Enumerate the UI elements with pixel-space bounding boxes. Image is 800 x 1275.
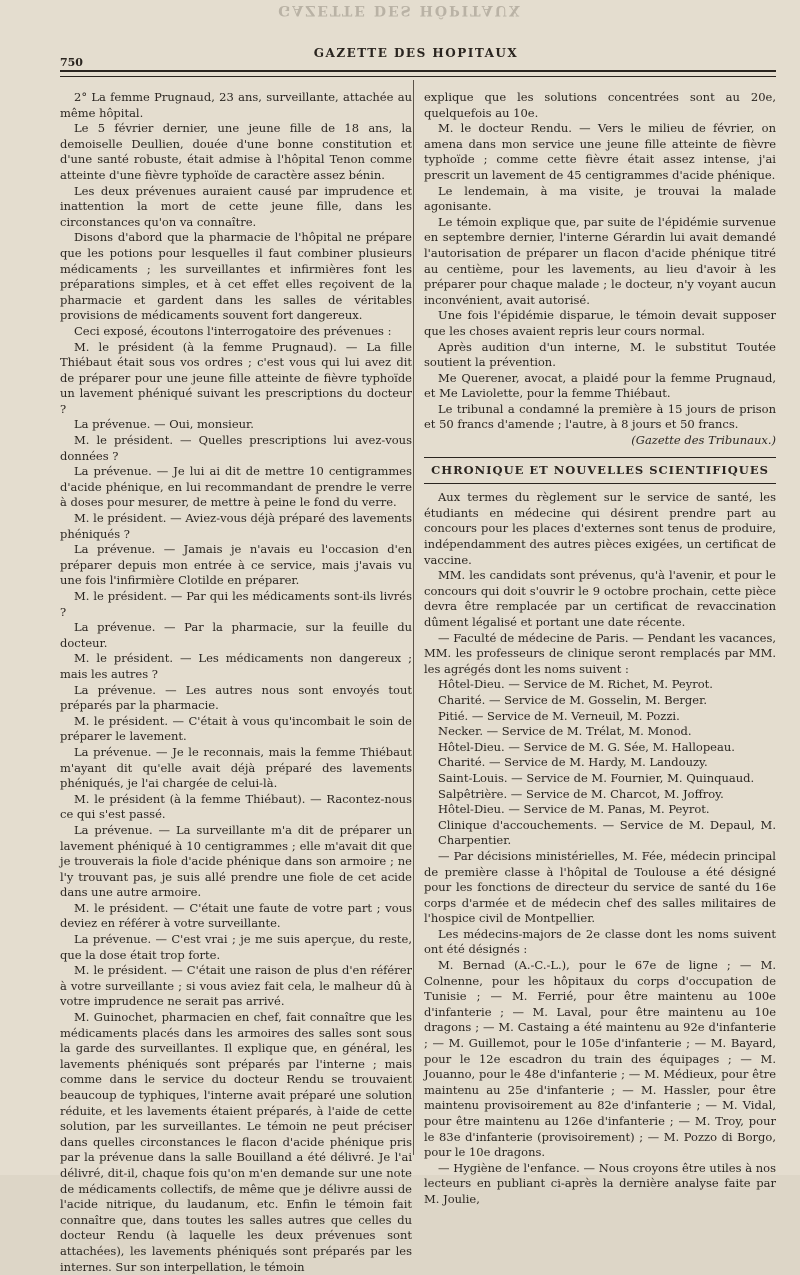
header-rule (60, 70, 776, 77)
hospital-entry: Pitié. — Service de M. Verneuil, M. Pozzi. (438, 708, 680, 723)
paragraph: La prévenue. — C'est vrai ; je me suis aperçue, du reste, que la dose était trop forte. (60, 932, 412, 962)
paragraph: MM. les candidats sont prévenus, qu'à l'avenir, et pour le concours qui doit s'ouvrir le 9 octobre prochain, cette pièce devra être remplacée par un certificat de revaccination dûment légalisé et portant une date récente. (424, 568, 776, 629)
paragraph: La prévenue. — Par la pharmacie, sur la feuille du docteur. (60, 620, 412, 650)
paragraph: Le lendemain, à ma visite, je trouvai la malade agonisante. (424, 183, 776, 214)
paragraph: La prévenue. — Oui, monsieur. (74, 417, 254, 432)
paragraph: Une fois l'épidémie disparue, le témoin devait supposer que les choses avaient repris leur cours normal. (424, 308, 776, 338)
section-heading: CHRONIQUE ET NOUVELLES SCIENTIFIQUES (424, 457, 776, 485)
paragraph: — Faculté de médecine de Paris. — Pendant les vacances, MM. les professeurs de clinique seront remplacés par MM. les agrégés dont les noms suivent : (424, 630, 776, 676)
paragraph: Les médecins-majors de 2e classe dont les noms suivent ont été désignés : (424, 926, 776, 957)
paragraph: Le témoin explique que, par suite de l'épidémie survenue en septembre dernier, l'interne Gérardin lui avait demandé l'autorisation de préparer un flacon d'acide phénique titré au centième, pour les lavements, au lieu d'avoir à les préparer pour chaque malade ; le docteur, n'y voyant aucun inconvénient, avait autorisé. (424, 214, 776, 307)
paragraph: La prévenue. — Jamais je n'avais eu l'occasion d'en préparer depuis mon entrée à ce service, mais j'avais vu une fois l'infirmière Clotilde en préparer. (60, 542, 412, 588)
right-column (424, 90, 776, 1206)
paragraph: M. le président. — C'était à vous qu'incombait le soin de préparer le lavement. (60, 713, 412, 744)
paragraph: M. le docteur Rendu. — Vers le milieu de février, on amena dans mon service une jeune fille atteinte de fièvre typhoïde ; comme cette fièvre était assez intense, j'ai prescrit un lavement de 45 centigrammes d'acide phénique. (424, 121, 776, 182)
hospital-entry: Hôtel-Dieu. — Service de M. Richet, M. Peyrot. (438, 677, 713, 692)
paragraph: M. le président. — Les médicaments non dangereux ; mais les autres ? (60, 651, 412, 681)
paragraph: M. le président. — Par qui les médicaments sont-ils livrés ? (60, 589, 412, 619)
paragraph: Le tribunal a condamné la première à 15 jours de prison et 50 francs d'amende ; l'autre, à 8 jours et 50 francs. (424, 401, 776, 432)
paragraph: Le 5 février dernier, une jeune fille de 18 ans, la demoiselle Deullien, douée d'une bonne constitution et d'une santé robuste, était admise à l'hôpital Tenon comme atteinte d'une fièvre typhoïde de caractère assez bénin. (60, 121, 412, 182)
hospital-entry: Necker. — Service de M. Trélat, M. Monod. (438, 724, 692, 739)
paragraph: Ceci exposé, écoutons l'interrogatoire des prévenues : (74, 323, 392, 338)
paragraph: — Par décisions ministérielles, M. Fée, médecin principal de première classe à l'hôpital de Toulouse a été désigné pour les fonctions de directeur du service de santé du 16e corps d'armée et de médecin chef des salles militaires de l'hospice civil de Montpellier. (424, 848, 776, 926)
paragraph: M. le président. — C'était une raison de plus d'en référer à votre surveillante ; si vous aviez fait cela, le malheur dû à votre imprudence ne serait pas arrivé. (60, 963, 412, 1009)
paragraph: La prévenue. — Je lui ai dit de mettre 10 centigrammes d'acide phénique, en lui recommandant de prendre le verre à doses pour mesurer, de mettre à peine le fond du verre. (60, 464, 412, 510)
source-citation: (Gazette des Tribunaux.) (631, 433, 776, 448)
running-title: GAZETTE DES HOPITAUX (313, 46, 519, 60)
paragraph: M. le président. — C'était une faute de votre part ; vous deviez en référer à votre surveillante. (60, 900, 412, 931)
page-number: 750 (60, 56, 83, 69)
paragraph: — Hygiène de l'enfance. — Nous croyons être utiles à nos lecteurs en publiant ci-après la dernière analyse faite par M. Joulie, (424, 1160, 776, 1206)
paragraph: M. le président (à la femme Prugnaud). — La fille Thiébaut était sous vos ordres ; c'est vous qui lui avez dit de préparer pour une jeune fille atteinte de fièvre typhoïde un lavement phéniqué suivant les prescriptions du docteur ? (60, 339, 412, 416)
paragraph: M. le président (à la femme Thiébaut). — Racontez-nous ce qui s'est passé. (60, 791, 412, 822)
hospital-entry: Charité. — Service de M. Gosselin, M. Berger. (438, 692, 707, 707)
paragraph: La prévenue. — Je le reconnais, mais la femme Thiébaut m'ayant dit qu'elle avait déjà préparé des lavements phéniqués, je l'ai chargée de celui-là. (60, 744, 412, 791)
hospital-entry: Saint-Louis. — Service de M. Fournier, M. Quinquaud. (438, 770, 755, 785)
column-divider (413, 80, 414, 1155)
paragraph: La prévenue. — Les autres nous sont envoyés tout préparés par la pharmacie. (60, 682, 412, 713)
paragraph: La prévenue. — La surveillante m'a dit de préparer un lavement phéniqué à 10 centigrammes ; elle m'avait dit que je trouverais la fiole d'acide phénique dans son armoire ; ne l'y trouvant pas, je suis allé prendre une fiole de cet acide dans une autre armoire. (60, 822, 412, 900)
paragraph: M. Guinochet, pharmacien en chef, fait connaître que les médicaments placés dans les armoires des salles sont sous la garde des surveillantes. Il explique que, en général, les lavements phéniqués sont préparés par l'interne ; mais comme dans le service du docteur Rendu se trouvaient beaucoup de typhiques, l'interne avait préparé une solution réduite, et les lavements étaient préparés, à l'aide de cette solution, par les surveillantes. Le témoin ne peut préciser dans quelles circonstances le flacon d'acide phénique pris par la prévenue dans la salle Bouilland a été délivré. Je l'ai délivré, dit-il, chaque fois qu'on m'en demande sur une note de médicaments collectifs, de même que je délivre aussi de l'acide nitrique, du laudanum, etc. Enfin le témoin fait connaître que, dans toutes les salles autres que celles du docteur Rendu (à laquelle les deux prévenues sont attachées), les lavements phéniqués sont préparés par les internes. Sur son interpellation, le témoin (60, 1010, 412, 1274)
paragraph: M. Bernad (A.-C.-L.), pour le 67e de ligne ; — M. Colnenne, pour les hôpitaux du corps d'occupation de Tunisie ; — M. Ferrié, pour être maintenu au 100e d'infanterie ; — M. Laval, pour être maintenu au 10e dragons ; — M. Castaing a été maintenu au 92e d'infanterie ; — M. Guillemot, pour le 105e d'infanterie ; — M. Bayard, pour le 12e escadron du train des équipages ; — M. Jouanno, pour le 48e d'infanterie ; — M. Médieux, pour être maintenu au 25e d'infanterie ; — M. Hassler, pour être maintenu provisoirement au 82e d'infanterie ; — M. Vidal, pour être maintenu au 126e d'infanterie ; — M. Troy, pour le 83e d'infanterie (provisoirement) ; — M. Pozzo di Borgo, pour le 10e dragons. (424, 958, 776, 1160)
paragraph: Me Querener, avocat, a plaidé pour la femme Prugnaud, et Me Laviolette, pour la femme Thiébaut. (424, 370, 776, 401)
paragraph: Aux termes du règlement sur le service de santé, les étudiants en médecine qui désirent prendre part au concours pour les places d'externes sont tenus de produire, indépendamment des autres pièces exigées, un certificat de vaccine. (424, 490, 776, 567)
hospital-entry: Hôtel-Dieu. — Service de M. G. Sée, M. Hallopeau. (438, 739, 735, 754)
paragraph: 2° La femme Prugnaud, 23 ans, surveillante, attachée au même hôpital. (60, 90, 412, 120)
hospital-entry: Hôtel-Dieu. — Service de M. Panas, M. Peyrot. (438, 802, 710, 817)
paragraph: explique que les solutions concentrées sont au 20e, quelquefois au 10e. (424, 90, 776, 120)
paragraph: Après audition d'un interne, M. le substitut Toutée soutient la prévention. (424, 339, 776, 370)
hospital-entry: Salpêtrière. — Service de M. Charcot, M. Joffroy. (438, 786, 724, 801)
bleed-through-text: GAZETTE DES HÔPITAUX (278, 2, 522, 18)
hospital-entry: Clinique d'accouchements. — Service de M. Depaul, M. Charpentier. (438, 817, 776, 848)
paragraph: Les deux prévenues auraient causé par imprudence et inattention la mort de cette jeune fille, dans les circonstances qu'on va connaître. (60, 183, 412, 229)
page-header (56, 46, 776, 69)
paragraph: M. le président. — Aviez-vous déjà préparé des lavements phéniqués ? (60, 511, 412, 541)
hospital-entry: Charité. — Service de M. Hardy, M. Landouzy. (438, 755, 708, 770)
paragraph: Disons d'abord que la pharmacie de l'hôpital ne prépare que les potions pour lesquelles il faut combiner plusieurs médicaments ; les surveillantes et infirmières font les préparations simples, et à cet effet elles reçoivent de la pharmacie et gardent dans les salles de véritables provisions de médicaments souvent fort dangereux. (60, 230, 412, 323)
paragraph: M. le président. — Quelles prescriptions lui avez-vous données ? (60, 433, 412, 463)
left-column (60, 90, 412, 1274)
